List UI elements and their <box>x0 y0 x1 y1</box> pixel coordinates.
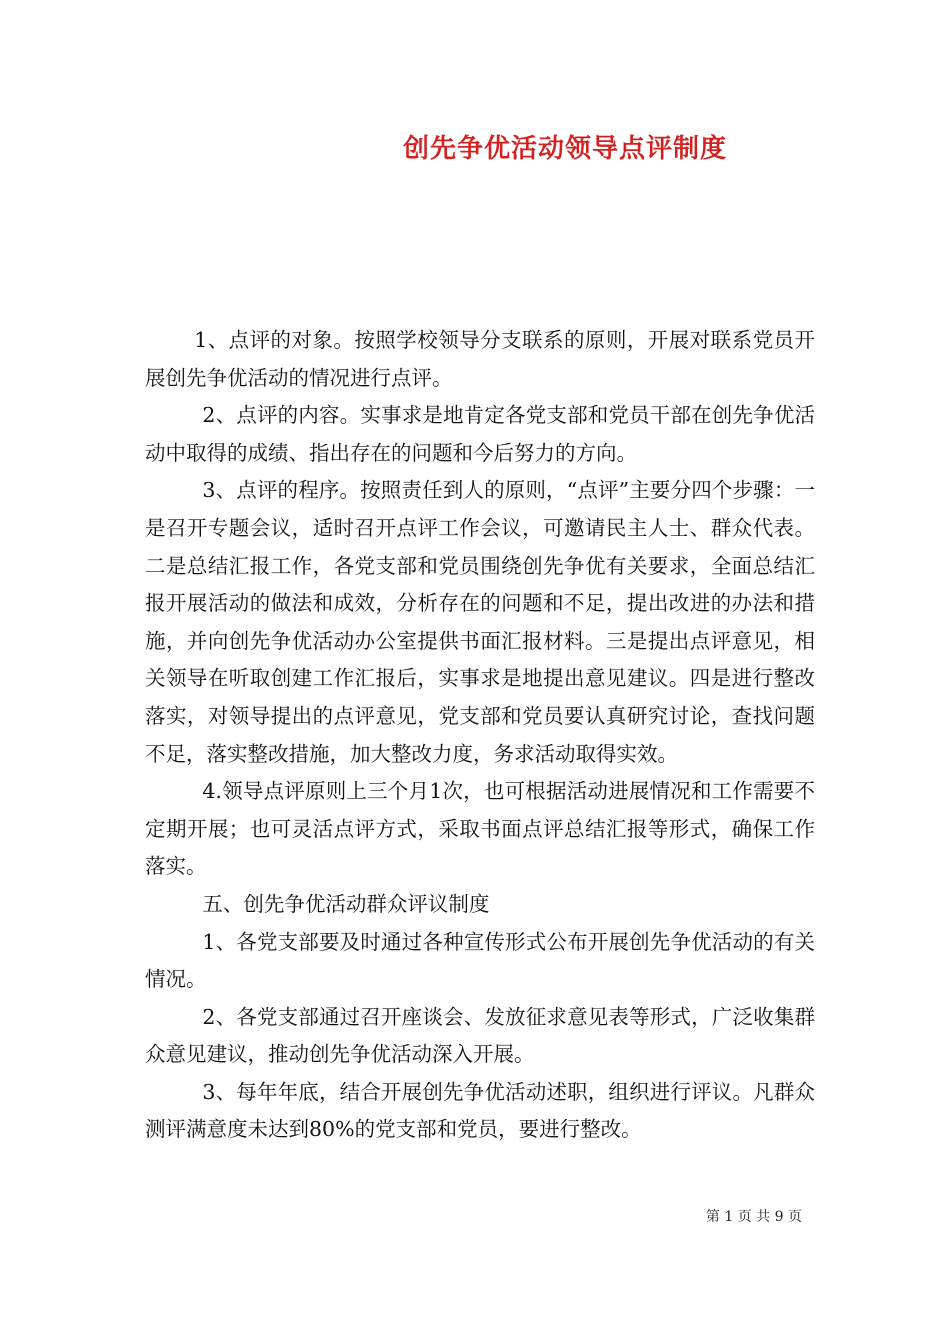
paragraph-review-target: 1、点评的对象。按照学校领导分支联系的原则，开展对联系党员开展创先争优活动的情况进行点评。 <box>145 328 815 390</box>
paragraph-review-procedure: 3、点评的程序。按照责任到人的原则，“点评”主要分四个步骤：一是召开专题会议，适时召开点评工作会议，可邀请民主人士、群众代表。二是总结汇报工作，各党支部和党员围绕创先争优有关要求，全面总结汇报开展活动的做法和成效，分析存在的问题和不足，提出改进的办法和措施，并向创先争优活动办公室提供书面汇报材料。三是提出点评意见，相关领导在听取创建工作汇报后，实事求是地提出意见建议。四是进行整改落实，对领导提出的点评意见，党支部和党员要认真研究讨论，查找问题不足，落实整改措施，加大整改力度，务求活动取得实效。 <box>145 478 815 766</box>
page-number: 第 1 页 共 9 页 <box>705 1209 802 1225</box>
document-body <box>145 322 815 1149</box>
paragraph-collect-opinions: 2、各党支部通过召开座谈会、发放征求意见表等形式，广泛收集群众意见建议，推动创先争优活动深入开展。 <box>145 1004 815 1067</box>
paragraph-review-frequency: 4.领导点评原则上三个月1次，也可根据活动进展情况和工作需要不定期开展；也可灵活点评方式，采取书面点评总结汇报等形式，确保工作落实。 <box>145 779 815 879</box>
paragraph-public-disclosure: 1、各党支部要及时通过各种宣传形式公布开展创先争优活动的有关情况。 <box>145 929 815 992</box>
section-heading-public-review: 五、创先争优活动群众评议制度 <box>202 891 490 916</box>
page-title: 创先争优活动领导点评制度 <box>402 134 727 164</box>
paragraph-annual-review: 3、每年年底，结合开展创先争优活动述职，组织进行评议。凡群众测评满意度未达到80%的党支部和党员，要进行整改。 <box>145 1079 815 1142</box>
paragraph-review-content: 2、点评的内容。实事求是地肯定各党支部和党员干部在创先争优活动中取得的成绩、指出存在的问题和今后努力的方向。 <box>145 403 815 465</box>
